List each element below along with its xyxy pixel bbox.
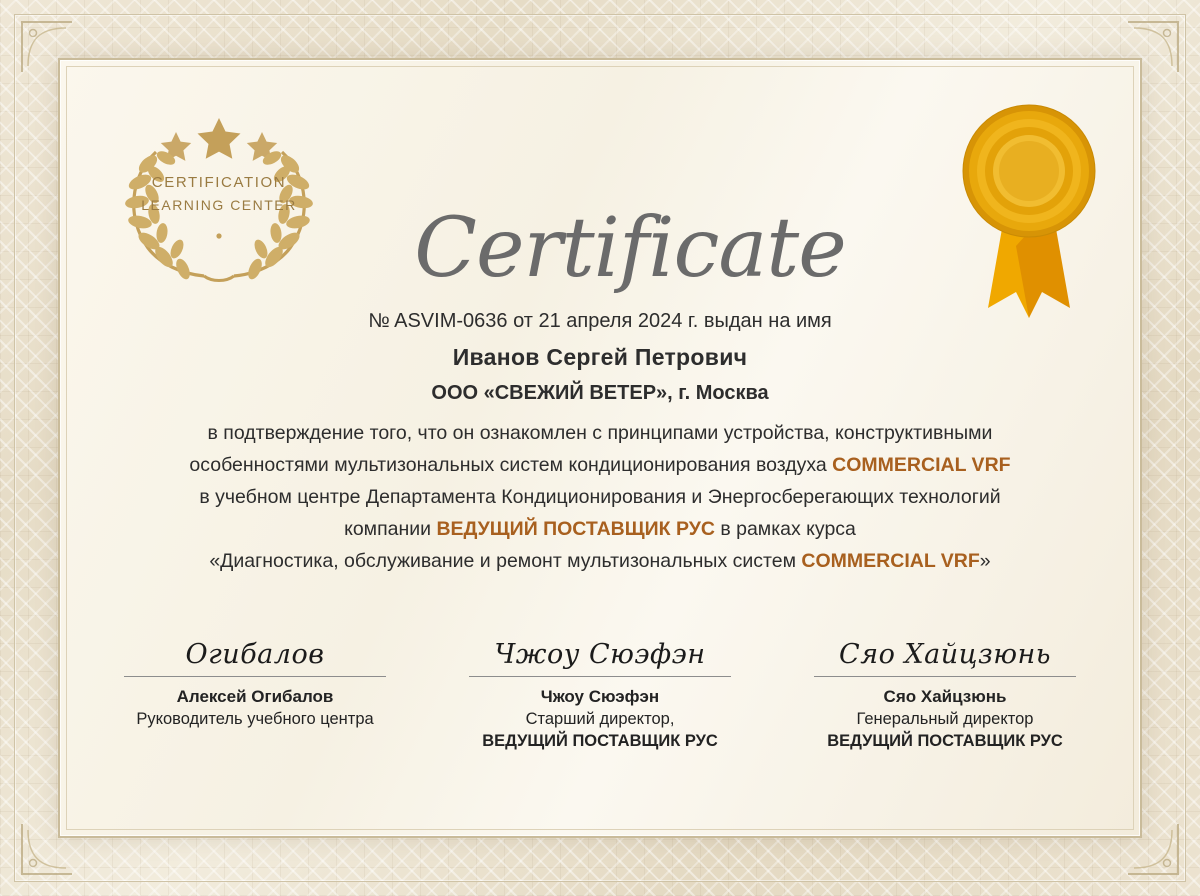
signatory-name: Алексей Огибалов	[176, 687, 334, 706]
body-line-4-highlight: ВЕДУЩИЙ ПОСТАВЩИК РУС	[436, 518, 715, 540]
signatory-role-line-2: ВЕДУЩИЙ ПОСТАВЩИК РУС	[827, 732, 1063, 750]
body-line-5-highlight: COMMERCIAL VRF	[801, 550, 980, 572]
recipient-company: ООО «СВЕЖИЙ ВЕТЕР», г. Москва	[431, 382, 769, 404]
body-line-2-highlight: COMMERCIAL VRF	[832, 454, 1011, 476]
signature-image: Сяо Хайцзюнь	[839, 639, 1051, 670]
certificate-content	[66, 66, 1134, 830]
signature-rule	[124, 676, 386, 677]
recipient-name: Иванов Сергей Петрович	[452, 344, 748, 370]
signature-rule	[469, 676, 731, 677]
emblem-line-2: LEARNING CENTER	[141, 197, 297, 213]
body-line-2	[86, 450, 1114, 481]
signatory-name: Сяо Хайцзюнь	[883, 687, 1007, 706]
certificate-number-line: № ASVIM-0636 от 21 апреля 2024 г. выдан на имя	[368, 310, 832, 332]
body-line-4-text: компании	[344, 518, 437, 540]
signature-block	[445, 612, 755, 752]
signature-row	[66, 612, 1134, 752]
page-title: Certificate	[414, 201, 846, 296]
signature-block	[790, 612, 1100, 752]
signatory-role-line-1: Старший директор,	[525, 710, 675, 728]
signature-block	[100, 612, 410, 752]
body-line-5-text: «Диагностика, обслуживание и ремонт мультизональных систем	[209, 550, 802, 572]
body-line-3: в учебном центре Департамента Кондиционирования и Энергосберегающих технологий	[199, 486, 1001, 508]
body-line-4	[86, 514, 1114, 545]
signatory-role-line-1: Генеральный директор	[856, 710, 1034, 728]
signatory-role-line-2: ВЕДУЩИЙ ПОСТАВЩИК РУС	[482, 732, 718, 750]
signature-image: Огибалов	[185, 639, 325, 670]
signature-rule	[814, 676, 1076, 677]
body-line-5-text-post: »	[979, 550, 991, 572]
signatory-role-line-1: Руководитель учебного центра	[136, 710, 374, 728]
signature-image: Чжоу Сюэфэн	[494, 639, 706, 670]
body-line-2-text: особенностями мультизональных систем кондиционирования воздуха	[189, 454, 833, 476]
body-line-1: в подтверждение того, что он ознакомлен с принципами устройства, конструктивными	[207, 422, 993, 444]
emblem-line-1: CERTIFICATION	[151, 174, 287, 191]
body-line-4-text-post: в рамках курса	[714, 518, 856, 540]
certificate-body	[86, 306, 1114, 578]
signatory-name: Чжоу Сюэфэн	[540, 687, 660, 706]
body-line-5	[86, 546, 1114, 577]
